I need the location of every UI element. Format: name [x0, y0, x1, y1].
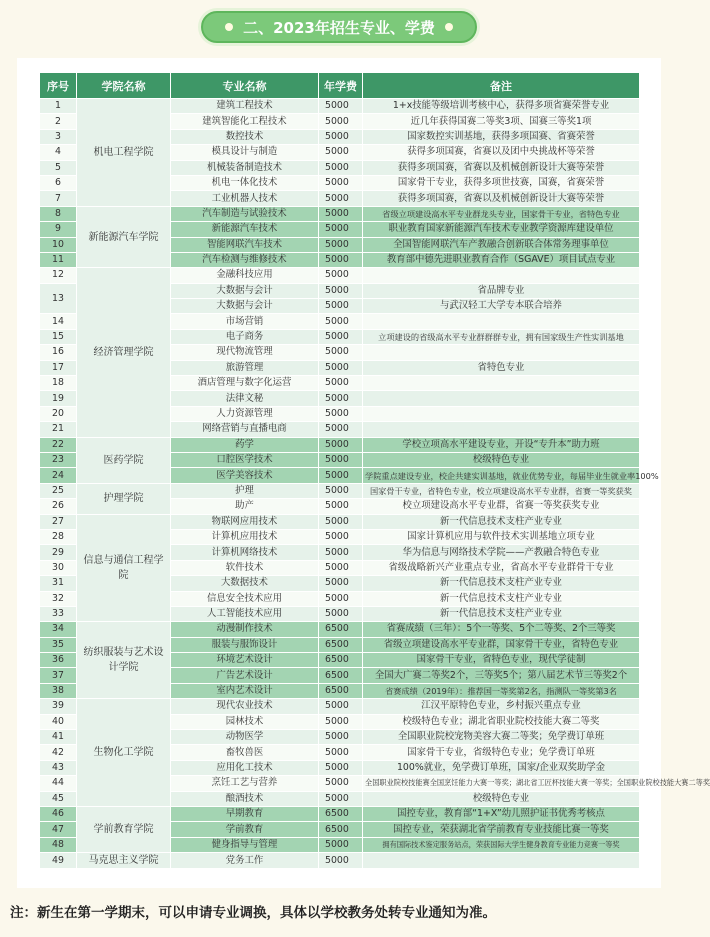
- row-number: 34: [40, 622, 77, 637]
- majors-table: [39, 72, 710, 869]
- college-name: 经济管理学院: [77, 268, 171, 437]
- major-name: 软件技术: [171, 560, 319, 575]
- row-number: 8: [40, 206, 77, 221]
- row-number: 5: [40, 160, 77, 175]
- row-number: 31: [40, 576, 77, 591]
- table-row: [40, 206, 640, 221]
- section-title-wrap: [0, 10, 678, 44]
- major-name: 建筑工程技术: [171, 99, 319, 114]
- table-row: [40, 514, 640, 529]
- college-name: 护理学院: [77, 483, 171, 514]
- row-number: 28: [40, 529, 77, 544]
- note: 国家骨干专业，省特色专业，现代学徒制: [363, 653, 640, 668]
- note: [363, 314, 640, 329]
- major-name: 大数据与会计: [171, 299, 319, 314]
- major-name: 环境艺术设计: [171, 653, 319, 668]
- annual-fee: 5000: [319, 406, 363, 421]
- major-name: 药学: [171, 437, 319, 452]
- annual-fee: 5000: [319, 160, 363, 175]
- major-name: 大数据技术: [171, 576, 319, 591]
- row-number: 37: [40, 668, 77, 683]
- row-number: 48: [40, 837, 77, 852]
- note: 近几年获得国赛二等奖3项、国赛三等奖1项: [363, 114, 640, 129]
- major-name: 大数据与会计: [171, 283, 319, 298]
- note: 国家骨干专业，省特色专业，校立项建设高水平专业群，省赛一等奖获奖: [363, 483, 640, 498]
- row-number: 14: [40, 314, 77, 329]
- annual-fee: 6500: [319, 806, 363, 821]
- annual-fee: 5000: [319, 129, 363, 144]
- note: 江汉平原特色专业，乡村振兴重点专业: [363, 699, 640, 714]
- annual-fee: 5000: [319, 760, 363, 775]
- note: 国家骨干专业，省级特色专业；免学费订单班: [363, 745, 640, 760]
- table-row: [40, 483, 640, 498]
- row-number: 6: [40, 175, 77, 190]
- note: 国家骨干专业，获得多项世技赛，国赛，省赛荣誉: [363, 175, 640, 190]
- note: 校立项建设高水平专业群，省赛一等奖获奖专业: [363, 499, 640, 514]
- note: 与武汉轻工大学专本联合培养: [363, 299, 640, 314]
- row-number: 21: [40, 422, 77, 437]
- major-name: 早期教育: [171, 806, 319, 821]
- note: 国家数控实训基地，获得多项国赛、省赛荣誉: [363, 129, 640, 144]
- major-name: 健身指导与管理: [171, 837, 319, 852]
- annual-fee: 5000: [319, 268, 363, 283]
- major-name: 旅游管理: [171, 360, 319, 375]
- annual-fee: 5000: [319, 422, 363, 437]
- row-number: 17: [40, 360, 77, 375]
- row-number: 29: [40, 545, 77, 560]
- note: 省赛成绩（三年）：5个一等奖、5个二等奖、2个三等奖: [363, 622, 640, 637]
- annual-fee: 6500: [319, 653, 363, 668]
- note: 校级特色专业: [363, 452, 640, 467]
- title-dot-left-icon: [225, 23, 233, 31]
- major-name: 法律文秘: [171, 391, 319, 406]
- major-name: 畜牧兽医: [171, 745, 319, 760]
- row-number: 26: [40, 499, 77, 514]
- major-name: 酒店管理与数字化运营: [171, 376, 319, 391]
- row-number: 15: [40, 329, 77, 344]
- row-number: 38: [40, 683, 77, 698]
- annual-fee: 6500: [319, 622, 363, 637]
- major-name: 党务工作: [171, 853, 319, 869]
- major-name: 数控技术: [171, 129, 319, 144]
- note: [363, 406, 640, 421]
- note: 校级特色专业: [363, 791, 640, 806]
- row-number: 4: [40, 145, 77, 160]
- note: 拥有国际技术鉴定服务站点，荣获国际大学生健身教育专业能力竞赛一等奖: [363, 837, 640, 852]
- note: 1+x技能等级培训考核中心，获得多项省赛荣誉专业: [363, 99, 640, 114]
- table-row: [40, 437, 640, 452]
- note: 省品牌专业: [363, 283, 640, 298]
- annual-fee: 6500: [319, 637, 363, 652]
- major-name: 酿酒技术: [171, 791, 319, 806]
- table-row: [40, 268, 640, 283]
- row-number: 41: [40, 730, 77, 745]
- major-name: 模具设计与制造: [171, 145, 319, 160]
- footnote: 注：新生在第一学期末，可以申请专业调换，具体以学校教务处转专业通知为准。: [10, 905, 496, 921]
- major-name: 动漫制作技术: [171, 622, 319, 637]
- note: [363, 391, 640, 406]
- major-name: 物联网应用技术: [171, 514, 319, 529]
- college-name: 机电工程学院: [77, 99, 171, 207]
- major-name: 计算机应用技术: [171, 529, 319, 544]
- college-name: 生物化工学院: [77, 699, 171, 807]
- title-dot-right-icon: [445, 23, 453, 31]
- row-number: 32: [40, 591, 77, 606]
- annual-fee: 5000: [319, 191, 363, 206]
- annual-fee: 5000: [319, 576, 363, 591]
- major-name: 烹饪工艺与营养: [171, 776, 319, 791]
- major-name: 机电一体化技术: [171, 175, 319, 190]
- note: 教育部中德先进职业教育合作（SGAVE）项目试点专业: [363, 252, 640, 267]
- table-panel: [17, 58, 710, 888]
- table-row: [40, 699, 640, 714]
- section-title-pill: [201, 11, 477, 43]
- note: 省级立项建设高水平专业群，国家骨干专业，省特色专业: [363, 637, 640, 652]
- note: 职业教育国家新能源汽车技术专业教学资源库建设单位: [363, 222, 640, 237]
- major-name: 建筑智能化工程技术: [171, 114, 319, 129]
- major-name: 护理: [171, 483, 319, 498]
- major-name: 室内艺术设计: [171, 683, 319, 698]
- note: 省级立项建设高水平专业群龙头专业，国家骨干专业，省特色专业: [363, 206, 640, 221]
- row-number: 47: [40, 822, 77, 837]
- row-number: 24: [40, 468, 77, 483]
- row-number: 33: [40, 606, 77, 621]
- annual-fee: 5000: [319, 730, 363, 745]
- major-name: 网络营销与直播电商: [171, 422, 319, 437]
- major-name: 工业机器人技术: [171, 191, 319, 206]
- note: 新一代信息技术支柱产业专业: [363, 591, 640, 606]
- note: 国控专业，教育部“1+X”幼儿照护证书优秀考核点: [363, 806, 640, 821]
- header-major: 专业名称: [171, 73, 319, 99]
- majors-table-body: [40, 99, 710, 869]
- annual-fee: 5000: [319, 499, 363, 514]
- annual-fee: 5000: [319, 699, 363, 714]
- row-number: 45: [40, 791, 77, 806]
- row-number: 27: [40, 514, 77, 529]
- annual-fee: 5000: [319, 591, 363, 606]
- row-number: 39: [40, 699, 77, 714]
- major-name: 机械装备制造技术: [171, 160, 319, 175]
- annual-fee: 5000: [319, 452, 363, 467]
- header-fee: 年学费: [319, 73, 363, 99]
- annual-fee: 5000: [319, 206, 363, 221]
- major-name: 智能网联汽车技术: [171, 237, 319, 252]
- row-number: 18: [40, 376, 77, 391]
- note: [363, 853, 640, 869]
- row-number: 35: [40, 637, 77, 652]
- note: 学院重点建设专业，校企共建实训基地，就业优势专业，每届毕业生就业率100%: [363, 468, 640, 483]
- table-row: [40, 853, 640, 869]
- annual-fee: 5000: [319, 329, 363, 344]
- annual-fee: 5000: [319, 175, 363, 190]
- annual-fee: 5000: [319, 314, 363, 329]
- note: 全国大广赛二等奖2个，三等奖5个；第八届艺术节三等奖2个: [363, 668, 640, 683]
- row-number: 10: [40, 237, 77, 252]
- college-name: 医药学院: [77, 437, 171, 483]
- major-name: 应用化工技术: [171, 760, 319, 775]
- major-name: 服装与服饰设计: [171, 637, 319, 652]
- major-name: 动物医学: [171, 730, 319, 745]
- note: 国控专业，荣获湖北省学前教育专业技能比赛一等奖: [363, 822, 640, 837]
- section-title: 二、2023年招生专业、学费: [243, 18, 435, 37]
- major-name: 现代农业技术: [171, 699, 319, 714]
- major-name: 医学美容技术: [171, 468, 319, 483]
- major-name: 学前教育: [171, 822, 319, 837]
- note: 学校立项高水平建设专业，开设“专升本”助力班: [363, 437, 640, 452]
- annual-fee: 5000: [319, 252, 363, 267]
- note: 省赛成绩（2019年）：推荐国一等奖第2名，指测队一等奖第3名: [363, 683, 640, 698]
- note: 华为信息与网络技术学院——产教融合特色专业: [363, 545, 640, 560]
- major-name: 人工智能技术应用: [171, 606, 319, 621]
- row-number: 7: [40, 191, 77, 206]
- note: 校级特色专业；湖北省职业院校技能大赛二等奖: [363, 714, 640, 729]
- row-number: 49: [40, 853, 77, 869]
- major-name: 现代物流管理: [171, 345, 319, 360]
- annual-fee: 6500: [319, 668, 363, 683]
- annual-fee: 5000: [319, 560, 363, 575]
- row-number: 16: [40, 345, 77, 360]
- annual-fee: 5000: [319, 468, 363, 483]
- row-number: 2: [40, 114, 77, 129]
- annual-fee: 5000: [319, 776, 363, 791]
- note: 全国智能网联汽车产教融合创新联合体常务理事单位: [363, 237, 640, 252]
- major-name: 口腔医学技术: [171, 452, 319, 467]
- row-number: 40: [40, 714, 77, 729]
- table-header-row: [40, 73, 640, 99]
- annual-fee: 5000: [319, 714, 363, 729]
- annual-fee: 6500: [319, 822, 363, 837]
- major-name: 市场营销: [171, 314, 319, 329]
- college-name: 信息与通信工程学院: [77, 514, 171, 622]
- annual-fee: 5000: [319, 99, 363, 114]
- annual-fee: 5000: [319, 360, 363, 375]
- note: [363, 268, 640, 283]
- note: [363, 422, 640, 437]
- row-number: 13: [40, 283, 77, 314]
- major-name: 信息安全技术应用: [171, 591, 319, 606]
- note: 全国职业院校宠物美容大赛二等奖；免学费订单班: [363, 730, 640, 745]
- annual-fee: 5000: [319, 114, 363, 129]
- row-number: 3: [40, 129, 77, 144]
- row-number: 25: [40, 483, 77, 498]
- major-name: 广告艺术设计: [171, 668, 319, 683]
- header-note: 备注: [363, 73, 640, 99]
- note: 新一代信息技术支柱产业专业: [363, 514, 640, 529]
- row-number: 23: [40, 452, 77, 467]
- annual-fee: 5000: [319, 837, 363, 852]
- major-name: 人力资源管理: [171, 406, 319, 421]
- note: 省特色专业: [363, 360, 640, 375]
- note: 省级战略新兴产业重点专业，省高水平专业群骨干专业: [363, 560, 640, 575]
- college-name: 马克思主义学院: [77, 853, 171, 869]
- college-name: 纺织服装与艺术设计学院: [77, 622, 171, 699]
- major-name: 金融科技应用: [171, 268, 319, 283]
- row-number: 30: [40, 560, 77, 575]
- row-number: 9: [40, 222, 77, 237]
- annual-fee: 5000: [319, 222, 363, 237]
- major-name: 助产: [171, 499, 319, 514]
- annual-fee: 5000: [319, 391, 363, 406]
- major-name: 园林技术: [171, 714, 319, 729]
- annual-fee: 5000: [319, 606, 363, 621]
- annual-fee: 5000: [319, 745, 363, 760]
- table-row: [40, 99, 640, 114]
- table-row: [40, 622, 640, 637]
- row-number: 36: [40, 653, 77, 668]
- row-number: 44: [40, 776, 77, 791]
- annual-fee: 5000: [319, 545, 363, 560]
- annual-fee: 5000: [319, 529, 363, 544]
- note: 新一代信息技术支柱产业专业: [363, 576, 640, 591]
- note: 获得多项国赛，省赛以及团中央挑战杯等荣誉: [363, 145, 640, 160]
- header-no: 序号: [40, 73, 77, 99]
- major-name: 电子商务: [171, 329, 319, 344]
- note: 获得多项国赛，省赛以及机械创新设计大赛等荣誉: [363, 191, 640, 206]
- row-number: 12: [40, 268, 77, 283]
- annual-fee: 5000: [319, 237, 363, 252]
- annual-fee: 5000: [319, 514, 363, 529]
- row-number: 42: [40, 745, 77, 760]
- annual-fee: 6500: [319, 683, 363, 698]
- note: 100%就业，免学费订单班，国家/企业双奖助学金: [363, 760, 640, 775]
- row-number: 20: [40, 406, 77, 421]
- major-name: 计算机网络技术: [171, 545, 319, 560]
- note: 新一代信息技术支柱产业专业: [363, 606, 640, 621]
- annual-fee: 5000: [319, 853, 363, 869]
- row-number: 22: [40, 437, 77, 452]
- annual-fee: 5000: [319, 299, 363, 314]
- annual-fee: 5000: [319, 345, 363, 360]
- table-row: [40, 806, 640, 821]
- annual-fee: 5000: [319, 283, 363, 298]
- note: 获得多项国赛，省赛以及机械创新设计大赛等荣誉: [363, 160, 640, 175]
- note: [363, 345, 640, 360]
- note: [363, 376, 640, 391]
- note: 国家计算机应用与软件技术实训基地立项专业: [363, 529, 640, 544]
- annual-fee: 5000: [319, 791, 363, 806]
- annual-fee: 5000: [319, 145, 363, 160]
- major-name: 汽车制造与试验技术: [171, 206, 319, 221]
- annual-fee: 5000: [319, 437, 363, 452]
- college-name: 新能源汽车学院: [77, 206, 171, 268]
- row-number: 11: [40, 252, 77, 267]
- annual-fee: 5000: [319, 483, 363, 498]
- row-number: 19: [40, 391, 77, 406]
- major-name: 新能源汽车技术: [171, 222, 319, 237]
- header-college: 学院名称: [77, 73, 171, 99]
- row-number: 1: [40, 99, 77, 114]
- major-name: 汽车检测与维修技术: [171, 252, 319, 267]
- note: 立项建设的省级高水平专业群群群专业，拥有国家级生产性实训基地: [363, 329, 640, 344]
- row-number: 43: [40, 760, 77, 775]
- annual-fee: 5000: [319, 376, 363, 391]
- college-name: 学前教育学院: [77, 806, 171, 852]
- row-number: 46: [40, 806, 77, 821]
- note: 全国职业院校技能赛全国烹饪能力大赛一等奖；湖北省工匠杯技能大赛一等奖；全国职业院校技能大赛二等奖: [363, 776, 640, 791]
